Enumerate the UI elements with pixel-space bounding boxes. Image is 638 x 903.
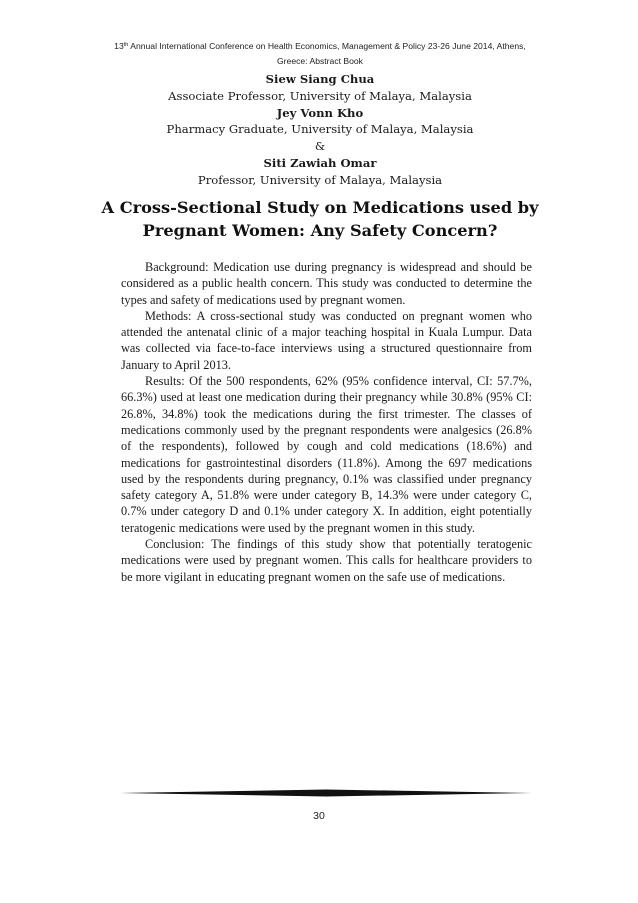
abstract-background: Background: Medication use during pregnancy is widespread and should be considered as a public health concern. This study was conducted to determine the types and safety of medications used by pregnant women. — [121, 260, 532, 307]
author-affiliation: Professor, University of Malaya, Malaysia — [197, 172, 443, 187]
header-line-1 — [110, 38, 530, 54]
header-edition-number: 13 — [114, 41, 124, 51]
abstract-results: Results: Of the 500 respondents, 62% (95% confidence interval, CI: 57.7%, 66.3%) used at least one medication during their pregnancy while 30.8% (95% CI: 26.8%, 34.8%) took the medications during the first trimester. The classes of medications commonly used by the pregnant respondents were analgesics (26.8% of the respondents), followed by cough and cold medications (18.6%) and medications for gastrointestinal disorders (11.8%). Among the 697 medications used by the respondents during pregnancy, 0.1% was classified under pregnancy safety category A, 51.8% were under category B, 14.3% were under category C, 0.7% under category D and 0.1% under category X. In addition, eight potentially teratogenic medications were used by the pregnant women in this study. — [121, 374, 532, 535]
header-ordinal-suffix: th — [123, 42, 129, 48]
abstract-methods: Methods: A cross-sectional study was conducted on pregnant women who attended the antenatal clinic of a major teaching hospital in Kuala Lumpur. Data was collected via face-to-face interviews using a structured questionnaire from January to April 2013. — [121, 308, 532, 372]
author-name: Siew Siang Chua — [265, 72, 375, 86]
abstract-conclusion: Conclusion: The findings of this study show that potentially teratogenic medications were used by pregnant women. This calls for healthcare providers to be more vigilant in educating pregnant women on the safe use of medications. — [121, 537, 532, 584]
running-header — [110, 38, 530, 69]
paper-title-line-1: A Cross-Sectional Study on Medications used by — [101, 198, 539, 217]
header-conference-text: Annual International Conference on Health Economics, Management & Policy 23-26 June 2014, Athens, — [128, 41, 526, 51]
paper-title — [100, 196, 540, 242]
author-name: Siti Zawiah Omar — [263, 155, 377, 170]
author-affiliation: Pharmacy Graduate, University of Malaya, Malaysia — [166, 122, 474, 137]
author-name: Jey Vonn Kho — [276, 105, 364, 120]
author-affiliation: Associate Professor, University of Malaya, Malaysia — [168, 88, 472, 103]
abstract-body — [121, 259, 532, 585]
header-line-2: Greece: Abstract Book — [277, 56, 363, 66]
author-block — [110, 71, 530, 189]
author-separator: & — [314, 139, 326, 154]
page-number: 30 — [313, 810, 325, 822]
paper-title-line-2: Pregnant Women: Any Safety Concern? — [142, 221, 498, 240]
footer-rule — [120, 788, 532, 798]
